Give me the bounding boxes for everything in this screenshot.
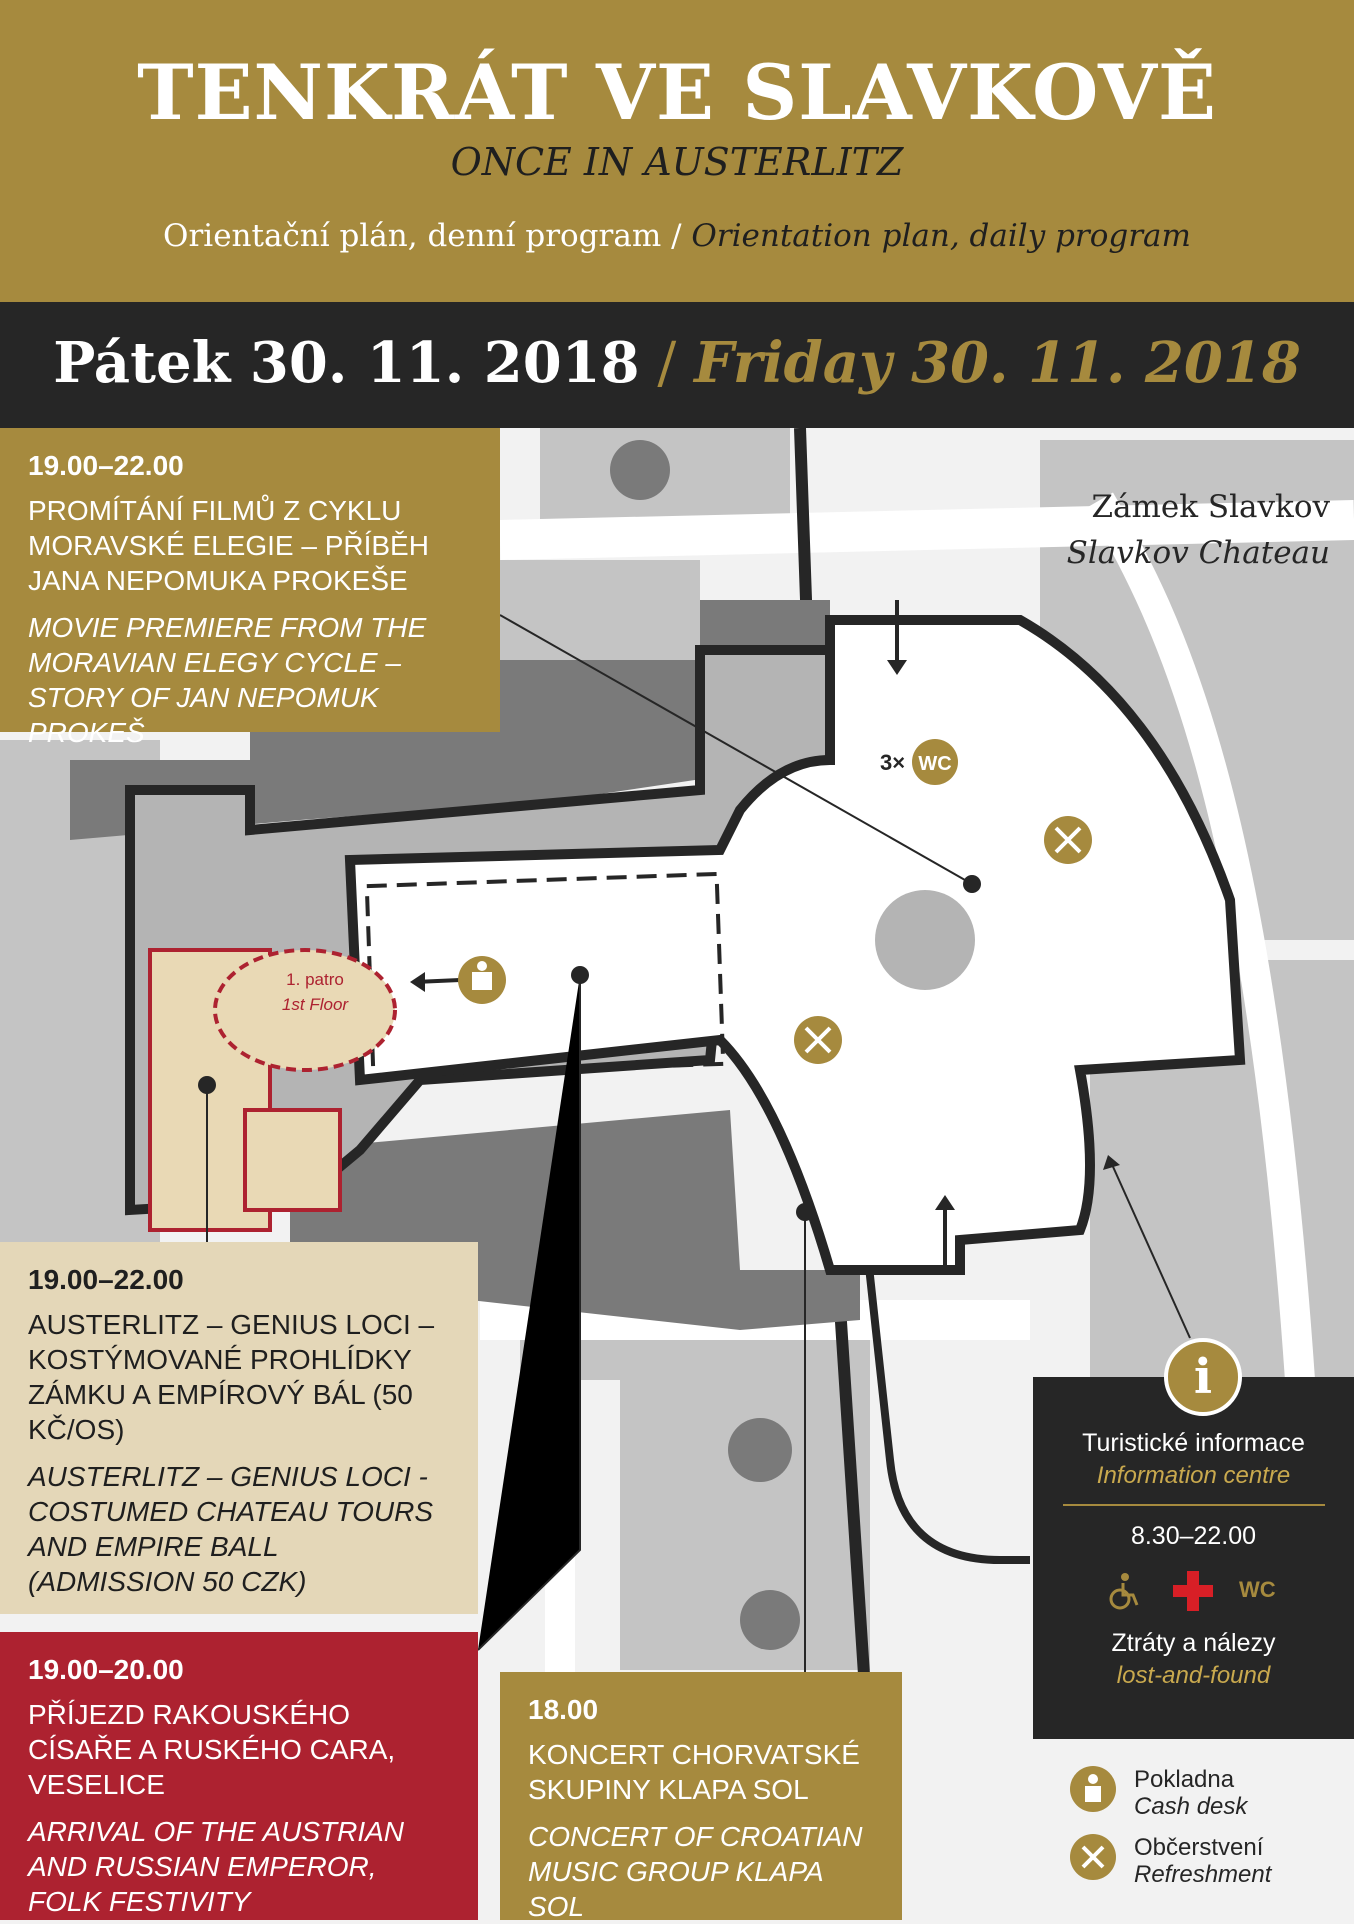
page-title: TENKRÁT VE SLAVKOVĚ	[137, 48, 1217, 137]
lost-found-en: lost-and-found	[1116, 1662, 1271, 1689]
date-en: Friday 30. 11. 2018	[694, 330, 1301, 396]
date-separator: /	[639, 331, 695, 396]
event-card-film	[0, 428, 500, 748]
castle-name-en: Slavkov Chateau	[1066, 535, 1330, 571]
castle-name-cz: Zámek Slavkov	[1091, 489, 1330, 525]
info-divider	[1063, 1504, 1325, 1506]
event-title-cz: KONCERT CHORVATSKÉ SKUPINY KLAPA SOL	[528, 1739, 860, 1805]
cash-desk-icon	[458, 956, 506, 1004]
first-aid-icon	[1171, 1569, 1215, 1613]
info-hours: 8.30–22.00	[1130, 1522, 1257, 1550]
wc-count: 3×	[880, 750, 906, 775]
info-label-cz: Turistické informace	[1082, 1429, 1305, 1457]
legend-item-cash-desk	[1060, 1766, 1354, 1822]
legend-label-cz: Pokladna	[1134, 1766, 1235, 1793]
refreshment-icon	[794, 1016, 842, 1064]
event-time: 19.00–20.00	[28, 1654, 184, 1685]
legend-label-en: Refreshment	[1134, 1861, 1272, 1888]
plan-caption-cz: Orientační plán, denní program	[163, 218, 662, 254]
event-title-cz: AUSTERLITZ – GENIUS LOCI – KOSTÝMOVANÉ PROHLÍDKY ZÁMKU A EMPÍROVÝ BÁL (50 KČ/OS)	[28, 1309, 435, 1445]
wheelchair-icon	[1103, 1571, 1143, 1611]
date-cz: Pátek 30. 11. 2018	[53, 330, 640, 396]
event-card-genius-loci	[0, 1242, 478, 1614]
event-time: 19.00–22.00	[28, 450, 184, 481]
event-title-en: AUSTERLITZ – GENIUS LOCI - COSTUMED CHATEAU TOURS AND EMPIRE BALL (ADMISSION 50 CZK)	[28, 1461, 433, 1597]
info-amenities	[1033, 1571, 1354, 1615]
event-title-en: MOVIE PREMIERE FROM THE MORAVIAN ELEGY CYCLE – STORY OF JAN NEPOMUK PROKEŠ	[28, 612, 427, 748]
wc-label: WC	[918, 753, 952, 775]
floor-label-en: 1st Floor	[281, 995, 349, 1014]
cash-desk-icon	[1070, 1766, 1116, 1812]
castle-label	[1000, 484, 1330, 576]
legend-label-en: Cash desk	[1134, 1793, 1248, 1820]
plan-caption	[0, 218, 1354, 254]
event-time: 19.00–22.00	[28, 1264, 184, 1295]
info-wc-label: WC	[1239, 1577, 1276, 1602]
legend-label-cz: Občerstvení	[1134, 1834, 1264, 1861]
plan-caption-separator: /	[661, 218, 692, 254]
tree-icon	[728, 1418, 792, 1482]
lost-found-cz: Ztráty a nálezy	[1111, 1629, 1276, 1657]
event-card-concert	[500, 1672, 902, 1920]
event-title-en: ARRIVAL OF THE AUSTRIAN AND RUSSIAN EMPEROR, FOLK FESTIVITY	[28, 1816, 405, 1917]
legend-item-refreshment	[1060, 1834, 1354, 1890]
event-date	[0, 330, 1354, 396]
event-card-emperor-arrival	[0, 1632, 478, 1920]
tree-icon	[740, 1590, 800, 1650]
plan-caption-en: Orientation plan, daily program	[691, 218, 1191, 254]
page-subtitle: ONCE IN AUSTERLITZ	[450, 140, 904, 184]
tree-icon	[610, 440, 670, 500]
info-centre-panel	[1033, 1377, 1354, 1739]
event-title-cz: PROMÍTÁNÍ FILMŮ Z CYKLU MORAVSKÉ ELEGIE – PŘÍBĚH JANA NEPOMUKA PROKEŠE	[28, 495, 429, 596]
event-title-cz: PŘÍJEZD RAKOUSKÉHO CÍSAŘE A RUSKÉHO CARA, VESELICE	[28, 1699, 396, 1800]
refreshment-icon	[1044, 816, 1092, 864]
event-time: 18.00	[528, 1694, 599, 1725]
info-label-en: Information centre	[1096, 1462, 1291, 1489]
info-icon: i	[1164, 1338, 1242, 1416]
event-title-en: CONCERT OF CROATIAN MUSIC GROUP KLAPA SOL	[528, 1821, 863, 1922]
refreshment-icon	[1070, 1834, 1116, 1880]
floor-label-cz: 1. patro	[286, 970, 344, 989]
